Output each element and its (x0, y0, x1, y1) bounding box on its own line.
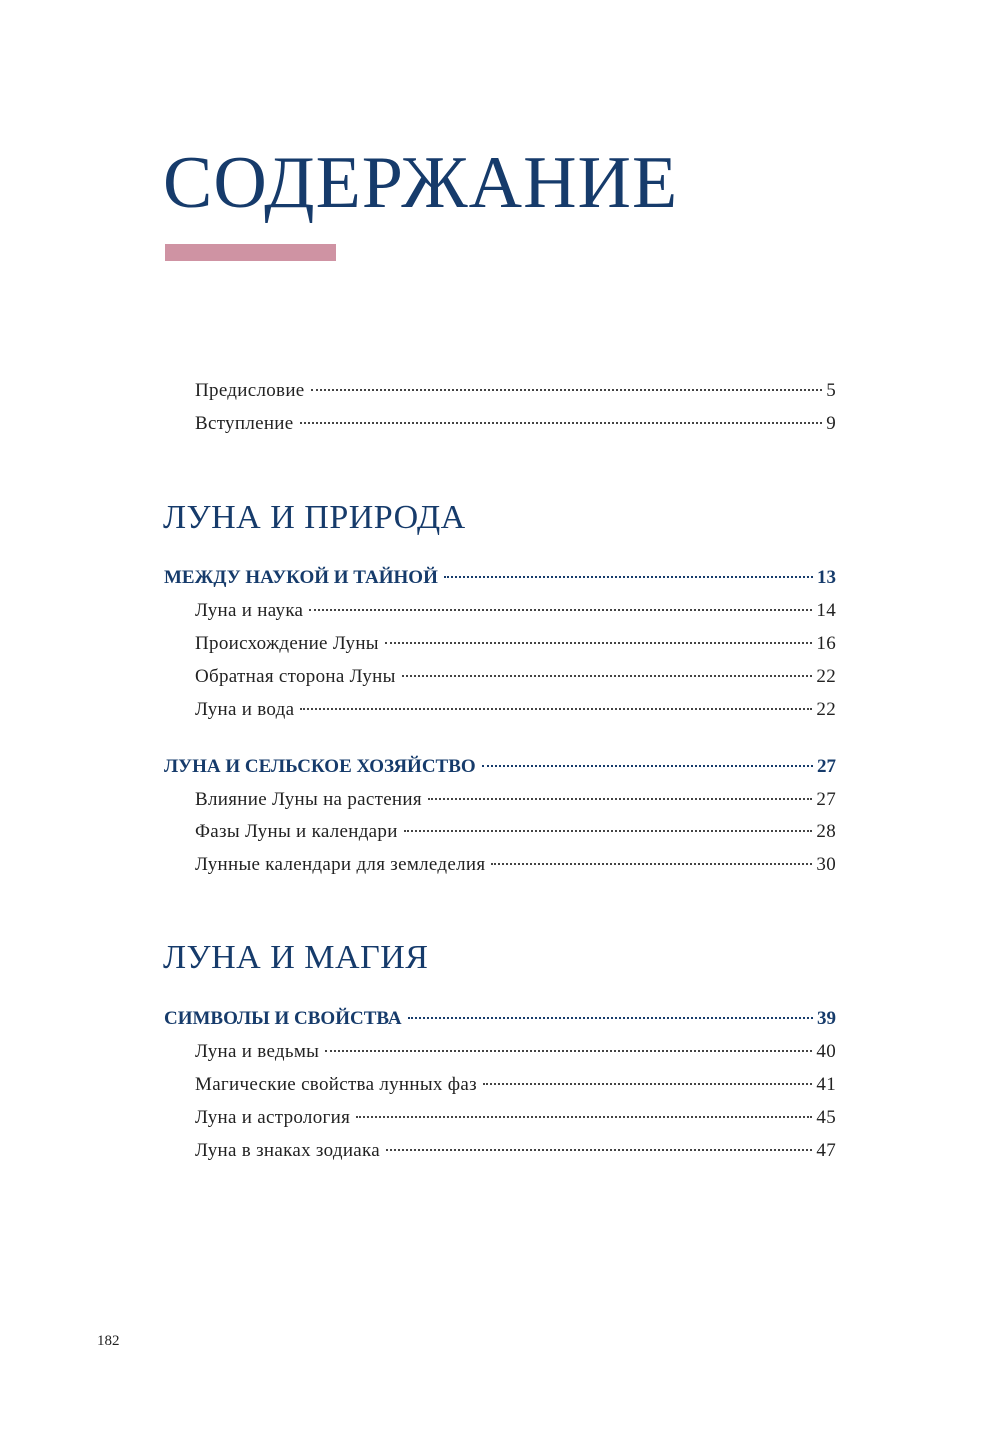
dot-leader (385, 642, 813, 644)
dot-leader (309, 609, 812, 611)
part-title: ЛУНА И МАГИЯ (163, 939, 429, 976)
toc-entry-label: Происхождение Луны (195, 633, 379, 654)
toc-entry-label: Магические свойства лунных фаз (195, 1074, 477, 1095)
toc-entry-page: 16 (816, 633, 836, 654)
toc-entry[interactable] (195, 1105, 836, 1131)
dot-leader (482, 765, 813, 767)
page-title: СОДЕРЖАНИЕ (163, 142, 679, 224)
toc-entry-label: Вступление (195, 413, 294, 434)
dot-leader (491, 863, 812, 865)
dot-leader (325, 1050, 812, 1052)
toc-entry-label: Предисловие (195, 380, 305, 401)
toc-entry-page: 40 (816, 1041, 836, 1062)
toc-entry[interactable] (195, 1138, 836, 1164)
toc-entry-page: 41 (816, 1074, 836, 1095)
toc-entry-label: Фазы Луны и календари (195, 821, 398, 842)
toc-entry[interactable] (195, 787, 836, 813)
toc-entry[interactable] (195, 852, 836, 878)
toc-entry-label: Луна и вода (195, 699, 295, 720)
toc-chapter-page: 27 (817, 756, 836, 777)
toc-entry-label: Обратная сторона Луны (195, 666, 396, 687)
toc-chapter-label: СИМВОЛЫ И СВОЙСТВА (164, 1008, 402, 1029)
toc-entry[interactable] (195, 598, 836, 624)
toc-entry-label: Луна и астрология (195, 1107, 351, 1128)
toc-entry-page: 47 (816, 1140, 836, 1161)
toc-entry-page: 45 (816, 1107, 836, 1128)
toc-entry-page: 9 (826, 413, 836, 434)
toc-entry[interactable] (195, 1039, 836, 1065)
toc-chapter-label: МЕЖДУ НАУКОЙ И ТАЙНОЙ (164, 567, 438, 588)
dot-leader (428, 798, 812, 800)
toc-entry[interactable] (195, 697, 836, 723)
dot-leader (402, 675, 813, 677)
toc-entry-page: 14 (816, 600, 836, 621)
dot-leader (408, 1017, 813, 1019)
toc-entry-introduction[interactable] (195, 411, 836, 437)
dot-leader (356, 1116, 812, 1118)
title-accent-rule (165, 244, 336, 261)
part-title: ЛУНА И ПРИРОДА (163, 499, 466, 536)
toc-entry[interactable] (195, 631, 836, 657)
dot-leader (386, 1149, 812, 1151)
toc-entry[interactable] (195, 664, 836, 690)
toc-chapter-page: 39 (817, 1008, 836, 1029)
toc-entry[interactable] (195, 1072, 836, 1098)
toc-chapter[interactable] (164, 754, 836, 780)
toc-entry-label: Лунные календари для земледелия (195, 854, 486, 875)
toc-chapter-page: 13 (817, 567, 836, 588)
toc-entry-label: Луна в знаках зодиака (195, 1140, 381, 1161)
dot-leader (404, 830, 813, 832)
dot-leader (483, 1083, 812, 1085)
toc-entry-page: 5 (826, 380, 836, 401)
toc-entry-label: Луна и ведьмы (195, 1041, 320, 1062)
toc-chapter-label: ЛУНА И СЕЛЬСКОЕ ХОЗЯЙСТВО (164, 756, 476, 777)
dot-leader (311, 389, 823, 391)
toc-chapter[interactable] (164, 565, 836, 591)
toc-chapter[interactable] (164, 1006, 836, 1032)
toc-entry-page: 28 (816, 821, 836, 842)
toc-entry-label: Влияние Луны на растения (195, 789, 422, 810)
dot-leader (444, 576, 813, 578)
toc-entry[interactable] (195, 819, 836, 845)
toc-entry-page: 30 (816, 854, 836, 875)
toc-entry-page: 27 (816, 789, 836, 810)
page-number: 182 (97, 1333, 120, 1349)
toc-entry-label: Луна и наука (195, 600, 304, 621)
toc-entry-page: 22 (816, 699, 836, 720)
dot-leader (300, 708, 812, 710)
toc-entry-preface[interactable] (195, 378, 836, 404)
toc-entry-page: 22 (816, 666, 836, 687)
dot-leader (300, 422, 823, 424)
